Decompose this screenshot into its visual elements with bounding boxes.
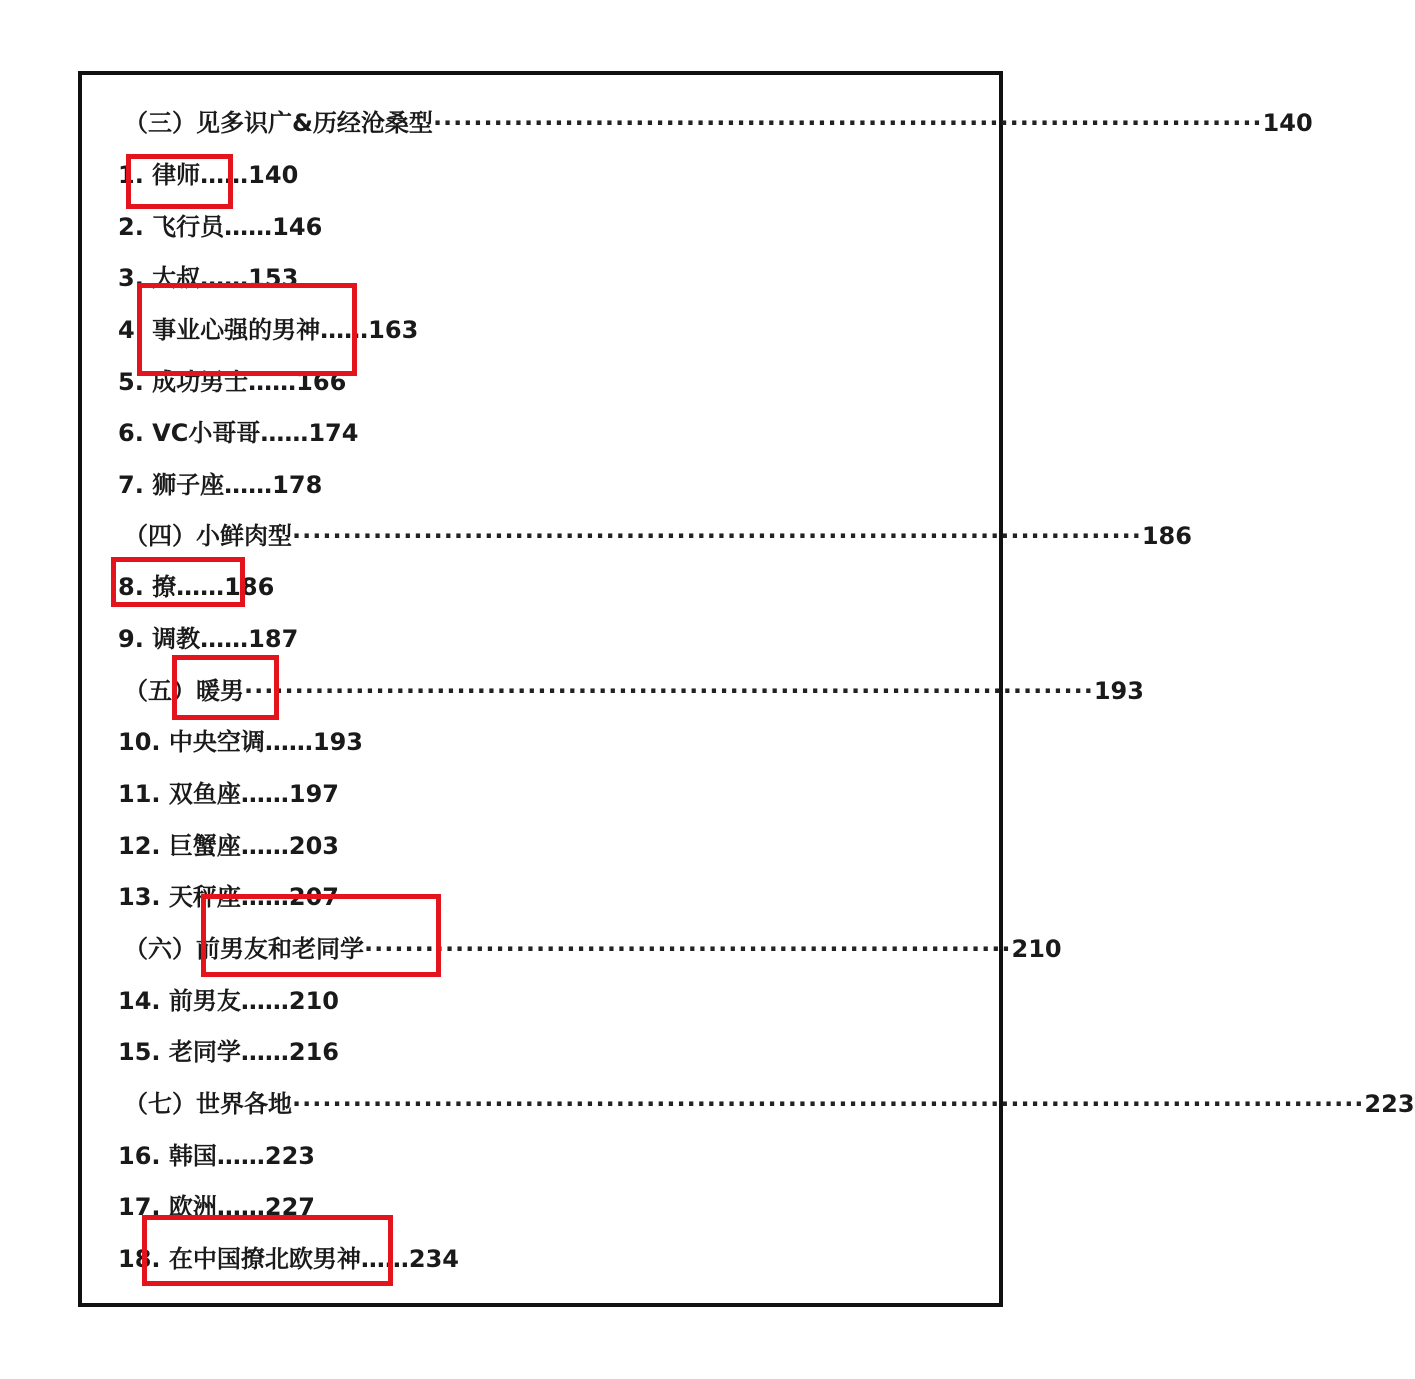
toc-section-7: （七）世界各地 ·········································································································· 223: [124, 1084, 964, 1124]
toc-item-2: 2. 飞行员……146: [118, 213, 323, 241]
toc-item-6: 6. VC小哥哥……174: [118, 419, 359, 447]
toc-item-4: 4. 事业心强的男神……163: [118, 316, 419, 344]
toc-item-16: 16. 韩国……223: [118, 1142, 315, 1170]
toc-section-5: （五）暖男 ···················································································· 193: [124, 671, 938, 711]
toc-item-12: 12. 巨蟹座……203: [118, 832, 339, 860]
leader-dots: ································································: [364, 935, 1012, 963]
toc-item-9: 9. 调教……187: [118, 625, 299, 653]
highlight-box-nordic: [142, 1215, 393, 1286]
toc-item-11: 11. 双鱼座……197: [118, 780, 339, 808]
toc-item-13: 13. 天秤座……207: [118, 883, 339, 911]
toc-item-8: 8. 撩……186: [118, 573, 275, 601]
toc-section-6: （六）前男友和老同学 ································································ 210: [124, 929, 912, 969]
toc-item-10: 10. 中央空调……193: [118, 728, 363, 756]
toc-item-14: 14. 前男友……210: [118, 987, 339, 1015]
toc-item-3: 3. 大叔……153: [118, 264, 299, 292]
toc-item-18: 18. 在中国撩北欧男神……234: [118, 1245, 459, 1273]
toc-item-7: 7. 狮子座……178: [118, 471, 323, 499]
highlight-box-ex-classmate: [201, 894, 441, 977]
toc-section-4: （四）小鲜肉型 ···················································································· 186: [124, 516, 938, 556]
toc-item-15: 15. 老同学……216: [118, 1038, 339, 1066]
toc-item-5: 5. 成功男士……166: [118, 368, 347, 396]
leader-dots: ··········································································································: [292, 1090, 1365, 1118]
toc-section-3: （三）见多识广&历经沧桑型 ·················································································· 140: [124, 103, 930, 143]
leader-dots: ····················································································: [292, 522, 1142, 550]
toc-item-1: 1. 律师……140: [118, 161, 299, 189]
highlight-box-warm-man: [172, 655, 279, 720]
toc-item-17: 17. 欧洲……227: [118, 1193, 315, 1221]
leader-dots: ··················································································: [432, 109, 1263, 137]
highlight-box-flirt: [111, 557, 245, 607]
highlight-box-lawyer: [126, 154, 233, 209]
leader-dots: ····················································································: [244, 677, 1094, 705]
highlight-box-career-man: [137, 283, 357, 376]
